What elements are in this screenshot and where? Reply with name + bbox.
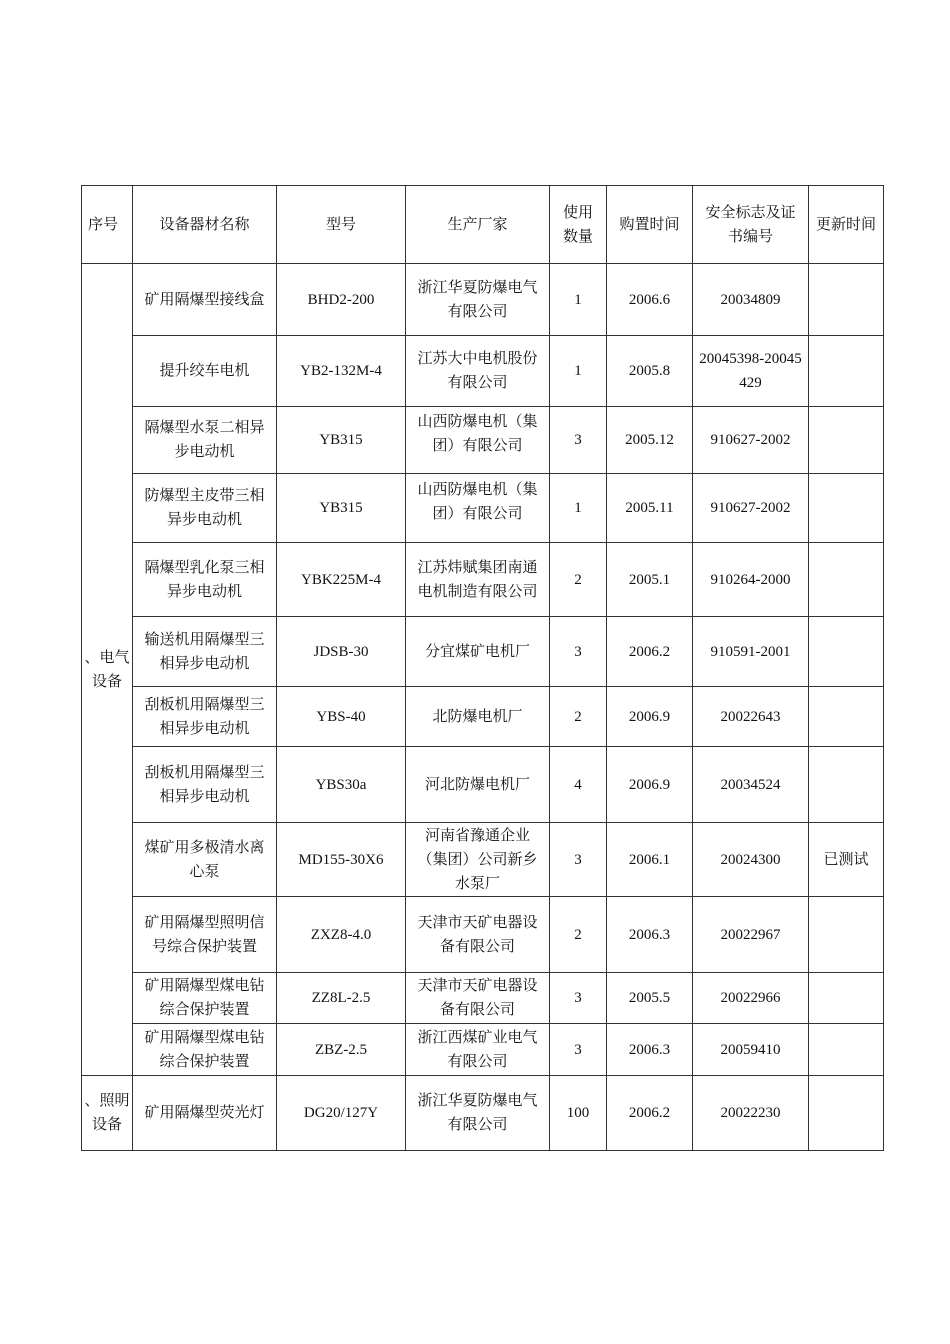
table-row <box>82 1076 884 1151</box>
cell-qty: 1 <box>550 474 607 543</box>
table-row <box>82 687 884 747</box>
cell-maker: 山西防爆电机（集团）有限公司 <box>417 414 538 454</box>
cell-qty: 2 <box>550 543 607 617</box>
cell-qty: 1 <box>550 336 607 407</box>
table-row <box>82 973 884 1024</box>
cell-model: YB315 <box>277 407 406 474</box>
cell-model: ZBZ-2.5 <box>277 1024 406 1076</box>
cell-model: YBK225M-4 <box>277 543 406 617</box>
cell-maker: 天津市天矿电器设备有限公司 <box>406 973 550 1024</box>
header-maker: 生产厂家 <box>406 186 550 264</box>
cell-maker: 河北防爆电机厂 <box>406 747 550 823</box>
cell-update <box>809 1024 884 1076</box>
cell-name: 隔爆型水泵二相异步电动机 <box>133 407 277 474</box>
cell-update <box>809 687 884 747</box>
cell-cert: 910627-2002 <box>693 474 809 543</box>
cell-name: 防爆型主皮带三相异步电动机 <box>133 474 277 543</box>
cell-name: 矿用隔爆型照明信号综合保护装置 <box>133 897 277 973</box>
cell-name: 矿用隔爆型荧光灯 <box>133 1076 277 1151</box>
cell-model: ZZ8L-2.5 <box>277 973 406 1024</box>
table-row <box>82 407 884 474</box>
table-row <box>82 1024 884 1076</box>
cell-qty: 3 <box>550 407 607 474</box>
cell-qty: 3 <box>550 973 607 1024</box>
cell-update <box>809 336 884 407</box>
cell-update <box>809 474 884 543</box>
cell-name: 矿用隔爆型煤电钻综合保护装置 <box>133 1024 277 1076</box>
cell-update: 已测试 <box>809 823 884 897</box>
cell-name: 煤矿用多极清水离心泵 <box>133 823 277 897</box>
cell-model: YBS-40 <box>277 687 406 747</box>
cell-qty: 3 <box>550 1024 607 1076</box>
cell-qty: 100 <box>550 1076 607 1151</box>
category-label: 、电气设备 <box>84 649 130 690</box>
cell-model: MD155-30X6 <box>277 823 406 897</box>
cell-qty: 3 <box>550 823 607 897</box>
cell-cert: 20045398-20045429 <box>693 336 809 407</box>
cell-update <box>809 407 884 474</box>
cell-cert: 20024300 <box>693 823 809 897</box>
category-label: 、照明设备 <box>84 1093 130 1133</box>
cell-date: 2006.2 <box>607 617 693 687</box>
cell-maker: 河南省豫通企业（集团）公司新乡水泵厂 <box>406 823 550 897</box>
cell-date: 2006.2 <box>607 1076 693 1151</box>
table-row <box>82 747 884 823</box>
cell-update <box>809 264 884 336</box>
header-row <box>82 186 884 264</box>
cell-model: JDSB-30 <box>277 617 406 687</box>
cell-maker: 天津市天矿电器设备有限公司 <box>406 897 550 973</box>
category-electrical <box>82 264 133 1076</box>
cell-cert: 910591-2001 <box>693 617 809 687</box>
cell-qty: 2 <box>550 687 607 747</box>
table-row <box>82 474 884 543</box>
cell-maker: 江苏炜赋集团南通电机制造有限公司 <box>406 543 550 617</box>
cell-maker: 分宜煤矿电机厂 <box>406 617 550 687</box>
cell-name: 输送机用隔爆型三相异步电动机 <box>133 617 277 687</box>
cell-maker: 浙江华夏防爆电气有限公司 <box>406 264 550 336</box>
header-update: 更新时间 <box>809 186 884 264</box>
cell-qty: 1 <box>550 264 607 336</box>
cell-cert: 20022966 <box>693 973 809 1024</box>
cell-cert: 20034809 <box>693 264 809 336</box>
equipment-table <box>81 185 884 1151</box>
cell-date: 2005.1 <box>607 543 693 617</box>
cell-cert: 20034524 <box>693 747 809 823</box>
header-date: 购置时间 <box>607 186 693 264</box>
cell-update <box>809 973 884 1024</box>
table-row <box>82 336 884 407</box>
cell-name: 刮板机用隔爆型三相异步电动机 <box>133 747 277 823</box>
cell-maker: 北防爆电机厂 <box>406 687 550 747</box>
cell-maker: 浙江华夏防爆电气有限公司 <box>406 1076 550 1151</box>
cell-date: 2006.1 <box>607 823 693 897</box>
header-seq: 序号 <box>82 186 133 264</box>
cell-date: 2006.3 <box>607 897 693 973</box>
cell-cert: 20022643 <box>693 687 809 747</box>
cell-name: 刮板机用隔爆型三相异步电动机 <box>133 687 277 747</box>
cell-date: 2006.6 <box>607 264 693 336</box>
cell-name: 提升绞车电机 <box>133 336 277 407</box>
cell-qty: 4 <box>550 747 607 823</box>
cell-update <box>809 543 884 617</box>
table-row <box>82 264 884 336</box>
table-row <box>82 617 884 687</box>
cell-date: 2006.9 <box>607 747 693 823</box>
cell-qty: 2 <box>550 897 607 973</box>
header-qty: 使用数量 <box>550 186 607 264</box>
cell-name: 隔爆型乳化泵三相异步电动机 <box>133 543 277 617</box>
cell-model: YB315 <box>277 474 406 543</box>
cell-date: 2005.12 <box>607 407 693 474</box>
cell-date: 2005.8 <box>607 336 693 407</box>
cell-update <box>809 617 884 687</box>
cell-update <box>809 747 884 823</box>
table-row <box>82 543 884 617</box>
table-row <box>82 823 884 897</box>
cell-model: BHD2-200 <box>277 264 406 336</box>
cell-cert: 910264-2000 <box>693 543 809 617</box>
cell-maker: 江苏大中电机股份有限公司 <box>406 336 550 407</box>
cell-maker-wrap <box>406 474 550 543</box>
cell-maker: 浙江西煤矿业电气有限公司 <box>406 1024 550 1076</box>
header-model: 型号 <box>277 186 406 264</box>
cell-cert: 20022230 <box>693 1076 809 1151</box>
cell-name: 矿用隔爆型煤电钻综合保护装置 <box>133 973 277 1024</box>
cell-update <box>809 897 884 973</box>
cell-maker: 山西防爆电机（集团）有限公司 <box>417 482 538 522</box>
cell-date: 2006.9 <box>607 687 693 747</box>
cell-model: DG20/127Y <box>277 1076 406 1151</box>
cell-model: YBS30a <box>277 747 406 823</box>
cell-date: 2005.11 <box>607 474 693 543</box>
cell-qty: 3 <box>550 617 607 687</box>
cell-model: ZXZ8-4.0 <box>277 897 406 973</box>
table-row <box>82 897 884 973</box>
cell-date: 2005.5 <box>607 973 693 1024</box>
cell-name: 矿用隔爆型接线盒 <box>133 264 277 336</box>
header-name: 设备器材名称 <box>133 186 277 264</box>
header-cert: 安全标志及证书编号 <box>693 186 809 264</box>
cell-maker-wrap <box>406 407 550 474</box>
cell-cert: 20059410 <box>693 1024 809 1076</box>
cell-update <box>809 1076 884 1151</box>
cell-cert: 20022967 <box>693 897 809 973</box>
cell-model: YB2-132M-4 <box>277 336 406 407</box>
cell-cert: 910627-2002 <box>693 407 809 474</box>
category-lighting <box>82 1076 133 1151</box>
cell-date: 2006.3 <box>607 1024 693 1076</box>
